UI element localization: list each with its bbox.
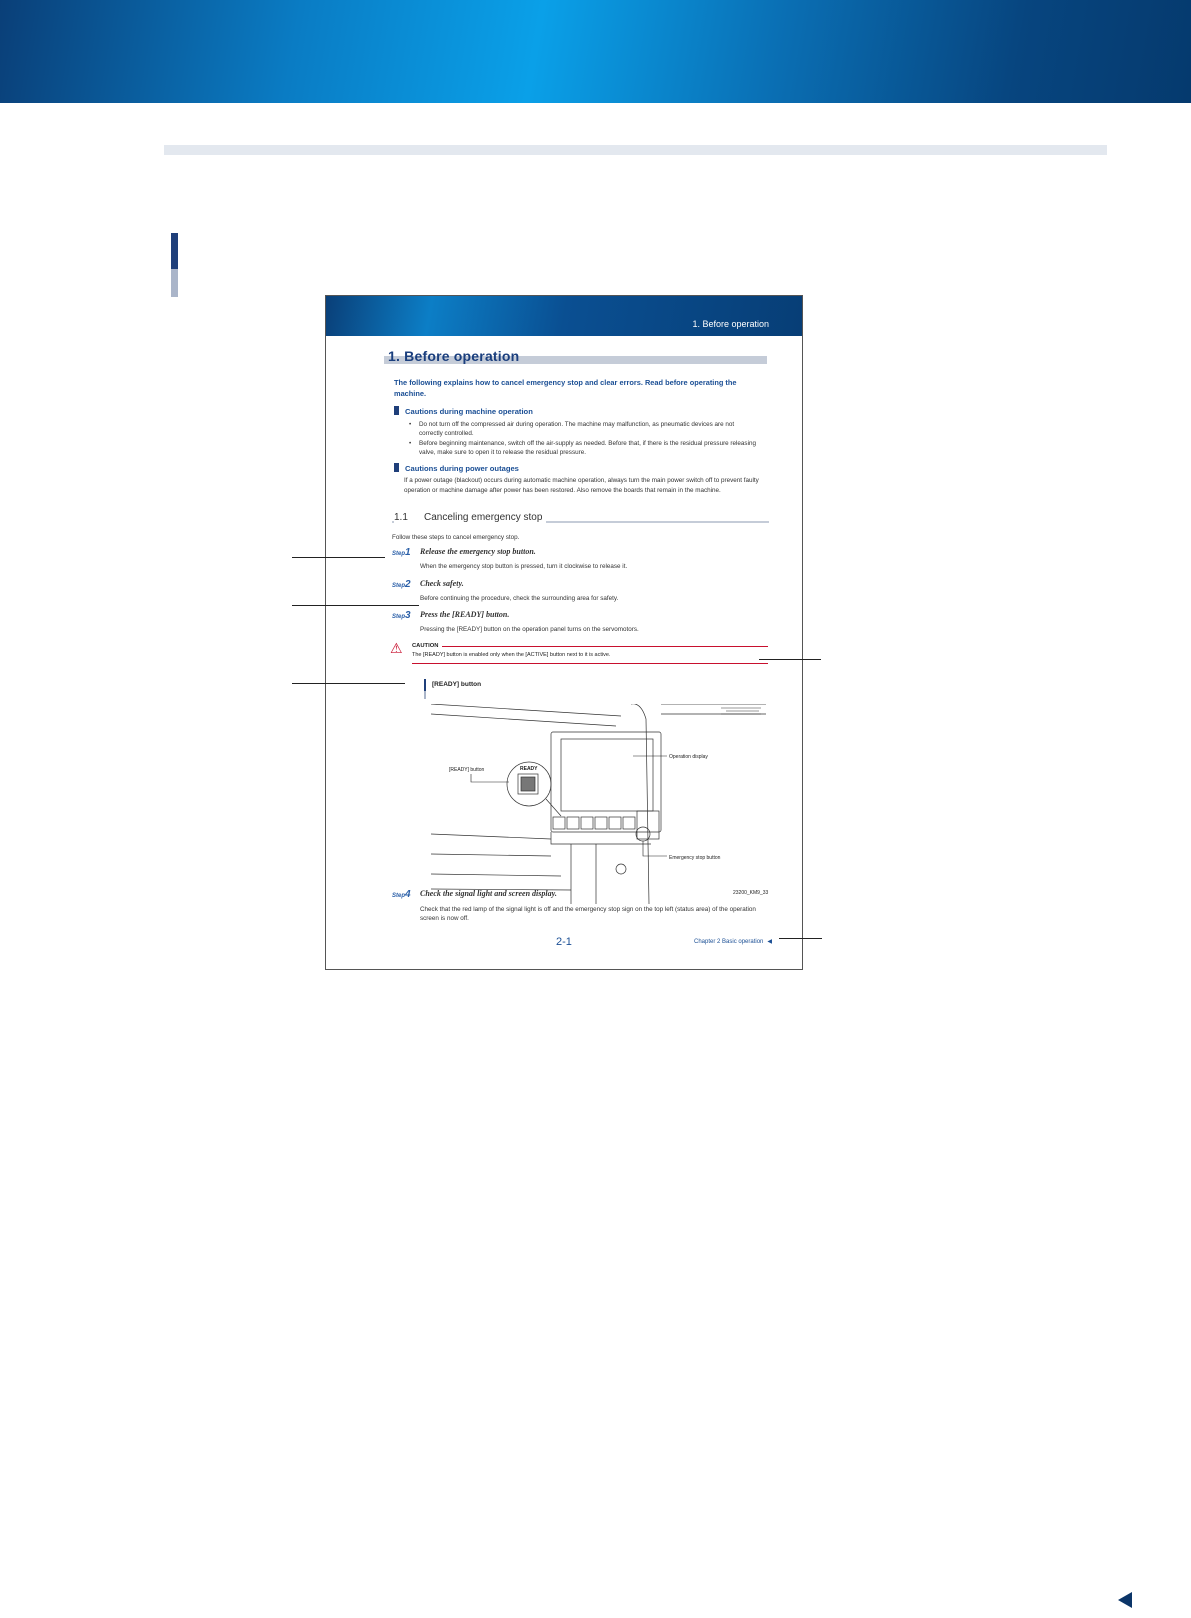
svg-text:READY: READY	[520, 766, 538, 772]
section-divider-bar	[164, 145, 1107, 155]
chapter-footer: Chapter 2 Basic operation ◀	[694, 939, 772, 945]
section-title-operation: Cautions during machine operation	[394, 406, 533, 416]
chapter-marker-icon: ◀	[767, 939, 772, 945]
back-arrow-icon[interactable]	[1118, 1592, 1132, 1608]
page-header-title: 1. Before operation	[692, 319, 769, 329]
section-title-power: Cautions during power outages	[394, 463, 519, 473]
callout-line	[759, 659, 821, 660]
step-label: Step3	[392, 610, 411, 621]
subsection-heading: 1.1 Canceling emergency stop	[392, 514, 769, 524]
subsection-intro: Follow these steps to cancel emergency stop.	[392, 534, 520, 541]
svg-text:[READY] button: [READY] button	[449, 767, 485, 773]
step-body: Before continuing the procedure, check the surrounding area for safety.	[420, 595, 619, 602]
caution-text: The [READY] button is enabled only when the [ACTIVE] button next to it is active.	[412, 652, 611, 658]
svg-text:Emergency stop button: Emergency stop button	[669, 855, 721, 861]
callout-line	[292, 683, 405, 684]
section-marker-icon	[394, 463, 399, 472]
callout-line	[292, 605, 419, 606]
manual-page-preview: 1. Before operation 1. Before operation The following explains how to cancel emergency stop and clear errors. Read before operating the machine. Cautions during machine operation • Do not turn off the compressed air during operation. The machine may malfunction, as pneumatic devices are not correctly controlled. • Before beginning maintenance, switch off the air-supply as needed. Before that, if there is the residual pressure releasing valve, make sure to open it to release the residual pressure. Cautions during power outages If a power outage (blackout) occurs during automatic machine operation, always turn the main power switch off to prevent faulty operation or machine damage after power has been restored. Also remove the boards that remain in the machine. 1.1 Canceling emergency stop Follow these steps to cancel emergency stop. Step1 Release the emergency stop button. When the emergency stop button is pressed, turn it clockwise to release it. Step2 Check safety. Before continuing the procedure, check the surrounding area for safety. Step3 Press the [READY] button. Pressing the [READY] button on the operation panel turns on the servomotors. ⚠ CAUTION The [READY] button is enabled only when the [ACTIVE] button next to it is active. [READY] button READY [READY] button Operation display Emergency stop button 23200_KM9_33 Step4 Check the signal light and screen display. Check that the red lamp of the signal light is off and the emergency stop sign on the top left (status area) of the operation screen is now off. 2-1 Chapter 2 Basic operation ◀	[325, 295, 803, 970]
machine-illustration	[421, 704, 771, 904]
step-label: Step4	[392, 889, 411, 900]
chapter-heading-text: 1. Before operation	[388, 348, 520, 364]
side-accent-bar	[171, 233, 178, 297]
page-number: 2-1	[556, 936, 572, 948]
step-body: Check that the red lamp of the signal light is off and the emergency stop sign on the top left (status area) of the operation screen is now off.	[420, 906, 756, 922]
step-body: When the emergency stop button is pressed, turn it clockwise to release it.	[420, 563, 628, 570]
caution-label: CAUTION	[412, 643, 439, 649]
step-title: Check safety.	[420, 579, 464, 588]
step-label: Step2	[392, 579, 411, 590]
step-title: Release the emergency stop button.	[420, 547, 536, 556]
page-header-band	[326, 296, 802, 336]
step-body: Pressing the [READY] button on the operation panel turns on the servomotors.	[420, 626, 639, 633]
list-item: • Do not turn off the compressed air during operation. The machine may malfunction, as pneumatic devices are not correctly controlled.	[409, 420, 759, 438]
operation-cautions-list	[409, 420, 759, 458]
step-label: Step1	[392, 547, 411, 558]
svg-text:Operation display: Operation display	[669, 754, 708, 760]
step-title: Check the signal light and screen display.	[420, 889, 557, 898]
callout-line	[779, 938, 822, 939]
callout-line	[292, 557, 385, 558]
chapter-heading	[384, 348, 767, 365]
step-title: Press the [READY] button.	[420, 610, 510, 619]
list-item: • Before beginning maintenance, switch off the air-supply as needed. Before that, if there is the residual pressure releasing valve, make sure to open it to release the residual pressure.	[409, 439, 759, 457]
power-outage-text: If a power outage (blackout) occurs during automatic machine operation, always turn the main power switch off to prevent faulty operation or machine damage after power has been restored. Also remove the boards that remain in the machine.	[404, 477, 759, 494]
section-marker-icon	[394, 406, 399, 415]
intro-text: The following explains how to cancel emergency stop and clear errors. Read before operating the machine.	[394, 378, 737, 398]
warning-triangle-icon: ⚠	[390, 640, 403, 656]
svg-text:23200_KM9_33: 23200_KM9_33	[733, 890, 769, 896]
caution-box	[390, 640, 768, 663]
top-banner	[0, 0, 1191, 103]
